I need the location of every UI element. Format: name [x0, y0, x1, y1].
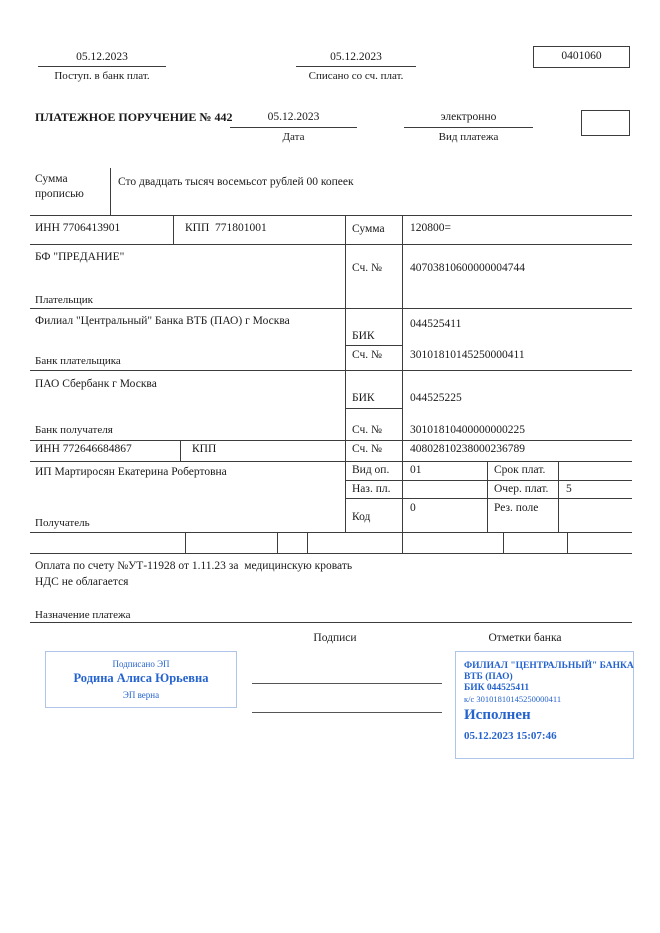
table-line — [30, 461, 632, 462]
amount-in-words: Сто двадцать тысяч восемьсот рублей 00 копеек — [118, 176, 354, 188]
stamp-bank-name-line-2: ВТБ (ПАО) — [464, 672, 513, 682]
code-label: Код — [352, 511, 371, 523]
stamp-status: Исполнен — [464, 707, 531, 723]
stamp-corr-account: к/с 30101810145250000411 — [464, 694, 562, 704]
payee-account-label: Сч. № — [352, 443, 383, 455]
payer-bank-bik: 044525411 — [410, 318, 462, 330]
divider-line — [38, 66, 166, 67]
payee-bank-bik: 044525225 — [410, 392, 462, 404]
payer-inn: ИНН 7706413901 — [35, 222, 121, 234]
table-line — [110, 168, 111, 215]
priority-label: Очер. плат. — [494, 483, 549, 495]
payer-bank-name: Филиал "Центральный" Банка ВТБ (ПАО) г Москва — [35, 315, 290, 327]
bank-execution-stamp — [455, 651, 634, 759]
table-line — [30, 215, 632, 216]
payee-inn: ИНН 772646684867 — [35, 443, 132, 455]
table-line — [402, 215, 403, 532]
e-signature-stamp — [45, 651, 237, 708]
payer-kpp: КПП 771801001 — [185, 222, 267, 234]
payment-kind-label: Вид платежа — [438, 131, 499, 143]
document-date: 05.12.2023 — [267, 111, 320, 123]
bank-marks-label: Отметки банка — [488, 632, 562, 644]
payee-kpp: КПП — [192, 443, 217, 455]
document-title: ПЛАТЕЖНОЕ ПОРУЧЕНИЕ № 442 — [35, 110, 233, 124]
table-line — [30, 370, 632, 371]
table-line — [402, 532, 403, 553]
payee-label: Получатель — [35, 517, 90, 529]
table-line — [30, 244, 632, 245]
payee-bank-name: ПАО Сбербанк г Москва — [35, 378, 157, 390]
payer-bank-account: 30101810145250000411 — [410, 349, 525, 361]
due-date-label: Срок плат. — [494, 464, 546, 476]
payer-account: 40703810600000004744 — [410, 262, 525, 274]
table-line — [558, 461, 559, 532]
amount-words-label: Сумма — [35, 173, 68, 185]
sum-label: Сумма — [352, 223, 385, 235]
debited-label: Списано со сч. плат. — [308, 70, 404, 82]
table-line — [30, 308, 632, 309]
table-line — [345, 345, 402, 346]
received-in-bank-label: Поступ. в банк плат. — [54, 70, 150, 82]
payment-kind-value: электронно — [440, 111, 497, 123]
received-in-bank-date: 05.12.2023 — [76, 51, 128, 63]
payer-bank-label: Банк плательщика — [35, 355, 121, 367]
purpose-line-2: НДС не облагается — [35, 576, 129, 588]
amount-words-label-2: прописью — [35, 188, 84, 200]
status-code-box — [581, 110, 630, 136]
signature-line-2 — [252, 712, 442, 713]
divider-line — [230, 127, 357, 128]
sum-value: 120800= — [410, 222, 451, 234]
divider-line — [404, 127, 533, 128]
table-line — [30, 553, 632, 554]
priority-value: 5 — [566, 483, 572, 495]
payee-bank-label: Банк получателя — [35, 424, 113, 436]
table-line — [345, 408, 402, 409]
table-line — [307, 532, 308, 553]
table-line — [185, 532, 186, 553]
signed-by-ep-label: Подписано ЭП — [112, 659, 170, 669]
form-code: 0401060 — [561, 50, 602, 62]
payee-account: 40802810238000236789 — [410, 443, 525, 455]
reserve-field-label: Рез. поле — [494, 502, 539, 514]
table-line — [345, 498, 632, 499]
purpose-line-1: Оплата по счету №УТ-11928 от 1.11.23 за медицинскую кровать — [35, 560, 353, 572]
table-line — [345, 480, 632, 481]
table-line — [180, 440, 181, 461]
table-line — [345, 215, 346, 532]
date-label: Дата — [282, 131, 305, 143]
payee-bank-bik-label: БИК — [352, 392, 375, 404]
payer-bank-account-label: Сч. № — [352, 349, 383, 361]
signer-name: Родина Алиса Юрьевна — [73, 671, 209, 685]
table-line — [173, 215, 174, 244]
purpose-label: Назначение платежа — [35, 609, 131, 621]
payer-label: Плательщик — [35, 294, 93, 306]
table-line — [30, 532, 632, 533]
stamp-bik: БИК 044525411 — [464, 683, 530, 693]
payee-bank-account: 30101810400000000225 — [410, 424, 525, 436]
table-line — [487, 461, 488, 532]
op-type-value: 01 — [410, 464, 422, 476]
stamp-timestamp: 05.12.2023 15:07:46 — [464, 730, 557, 742]
payer-account-label: Сч. № — [352, 262, 383, 274]
purpose-code-label: Наз. пл. — [352, 483, 391, 495]
op-type-label: Вид оп. — [352, 464, 390, 476]
ep-valid-label: ЭП верна — [122, 690, 160, 700]
payee-bank-account-label: Сч. № — [352, 424, 383, 436]
form-code-box — [533, 46, 630, 68]
divider-line — [296, 66, 416, 67]
table-line — [503, 532, 504, 553]
debited-date: 05.12.2023 — [330, 51, 382, 63]
stamp-bank-name-line-1: ФИЛИАЛ "ЦЕНТРАЛЬНЫЙ" БАНКА — [464, 661, 634, 671]
signatures-label: Подписи — [313, 632, 357, 644]
signature-line-1 — [252, 683, 442, 684]
table-line — [30, 622, 632, 623]
code-value: 0 — [410, 502, 416, 514]
table-line — [277, 532, 278, 553]
table-line — [567, 532, 568, 553]
payer-name: БФ "ПРЕДАНИЕ" — [35, 251, 125, 263]
payer-bank-bik-label: БИК — [352, 330, 375, 342]
payee-name: ИП Мартиросян Екатерина Робертовна — [35, 466, 227, 478]
table-line — [30, 440, 632, 441]
